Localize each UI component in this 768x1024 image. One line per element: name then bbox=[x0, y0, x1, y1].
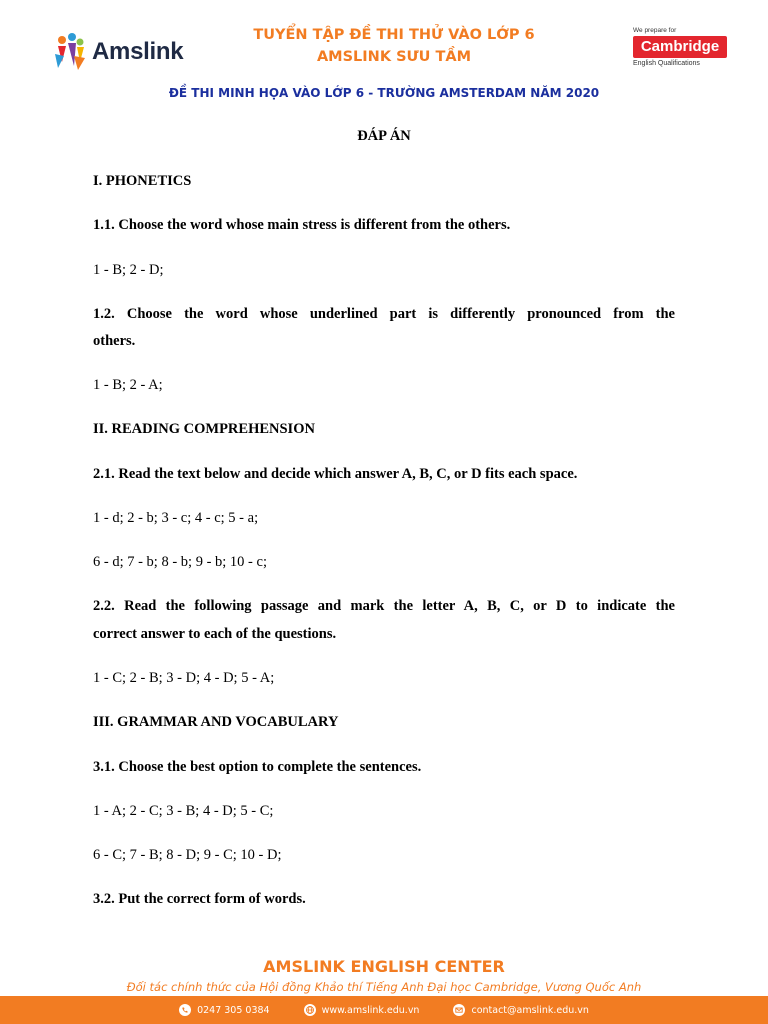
answer-2-1-line-2: 6 - d; 7 - b; 8 - b; 9 - b; 10 - c; bbox=[93, 554, 267, 570]
footer-contact-bar bbox=[0, 996, 768, 1024]
question-2-2-line-2: correct answer to each of the questions. bbox=[93, 626, 337, 642]
footer-website[interactable] bbox=[304, 1004, 420, 1016]
footer-center-name: AMSLINK ENGLISH CENTER bbox=[263, 957, 505, 976]
amslink-logo-icon bbox=[52, 32, 88, 72]
amslink-logo bbox=[52, 30, 183, 74]
answer-3-1-line-1: 1 - A; 2 - C; 3 - B; 4 - D; 5 - C; bbox=[93, 803, 274, 819]
cambridge-logo bbox=[633, 27, 753, 67]
answer-1-1: 1 - B; 2 - D; bbox=[93, 262, 164, 278]
section-heading-grammar: III. GRAMMAR AND VOCABULARY bbox=[93, 714, 339, 730]
answer-heading: ĐÁP ÁN bbox=[357, 128, 411, 144]
question-3-1: 3.1. Choose the best option to complete the sentences. bbox=[93, 759, 422, 775]
section-heading-reading: II. READING COMPREHENSION bbox=[93, 421, 315, 437]
phone-text: 0247 305 0384 bbox=[197, 1004, 270, 1016]
footer-email[interactable] bbox=[453, 1004, 588, 1016]
phone-icon bbox=[179, 1004, 191, 1016]
question-3-2: 3.2. Put the correct form of words. bbox=[93, 891, 306, 907]
cambridge-brand: Cambridge bbox=[633, 36, 727, 58]
answer-2-2: 1 - C; 2 - B; 3 - D; 4 - D; 5 - A; bbox=[93, 670, 275, 686]
email-text[interactable]: contact@amslink.edu.vn bbox=[471, 1004, 589, 1016]
answer-2-1-line-1: 1 - d; 2 - b; 3 - c; 4 - c; 5 - a; bbox=[93, 510, 259, 526]
question-1-2-line-1: 1.2. Choose the word whose underlined part is differently pronounced from the bbox=[93, 306, 675, 322]
title-line-1: TUYỂN TẬP ĐỀ THI THỬ VÀO LỚP 6 bbox=[253, 27, 535, 43]
collection-title bbox=[200, 24, 588, 68]
exam-subtitle: ĐỀ THI MINH HỌA VÀO LỚP 6 - TRƯỜNG AMSTERDAM NĂM 2020 bbox=[168, 86, 600, 100]
section-heading-phonetics: I. PHONETICS bbox=[93, 173, 192, 189]
globe-icon bbox=[304, 1004, 316, 1016]
question-1-2-line-2: others. bbox=[93, 333, 136, 349]
cambridge-top-text: We prepare for bbox=[633, 27, 677, 34]
question-1-1: 1.1. Choose the word whose main stress is different from the others. bbox=[93, 217, 511, 233]
answer-3-1-line-2: 6 - C; 7 - B; 8 - D; 9 - C; 10 - D; bbox=[93, 847, 282, 863]
footer-tagline: Đối tác chính thức của Hội đồng Khảo thí Tiếng Anh Đại học Cambridge, Vương Quốc Anh bbox=[126, 980, 642, 994]
title-line-2: AMSLINK SƯU TẦM bbox=[316, 49, 472, 65]
question-2-1: 2.1. Read the text below and decide which answer A, B, C, or D fits each space. bbox=[93, 466, 578, 482]
question-2-2-line-1: 2.2. Read the following passage and mark the letter A, B, C, or D to indicate the bbox=[93, 598, 675, 614]
website-text[interactable]: www.amslink.edu.vn bbox=[321, 1004, 420, 1016]
answer-1-2: 1 - B; 2 - A; bbox=[93, 377, 163, 393]
page-header bbox=[0, 0, 768, 120]
footer-phone bbox=[179, 1004, 270, 1016]
cambridge-bottom-text: English Qualifications bbox=[633, 60, 700, 67]
mail-icon bbox=[453, 1004, 465, 1016]
amslink-logo-text: Amslink bbox=[92, 38, 184, 65]
